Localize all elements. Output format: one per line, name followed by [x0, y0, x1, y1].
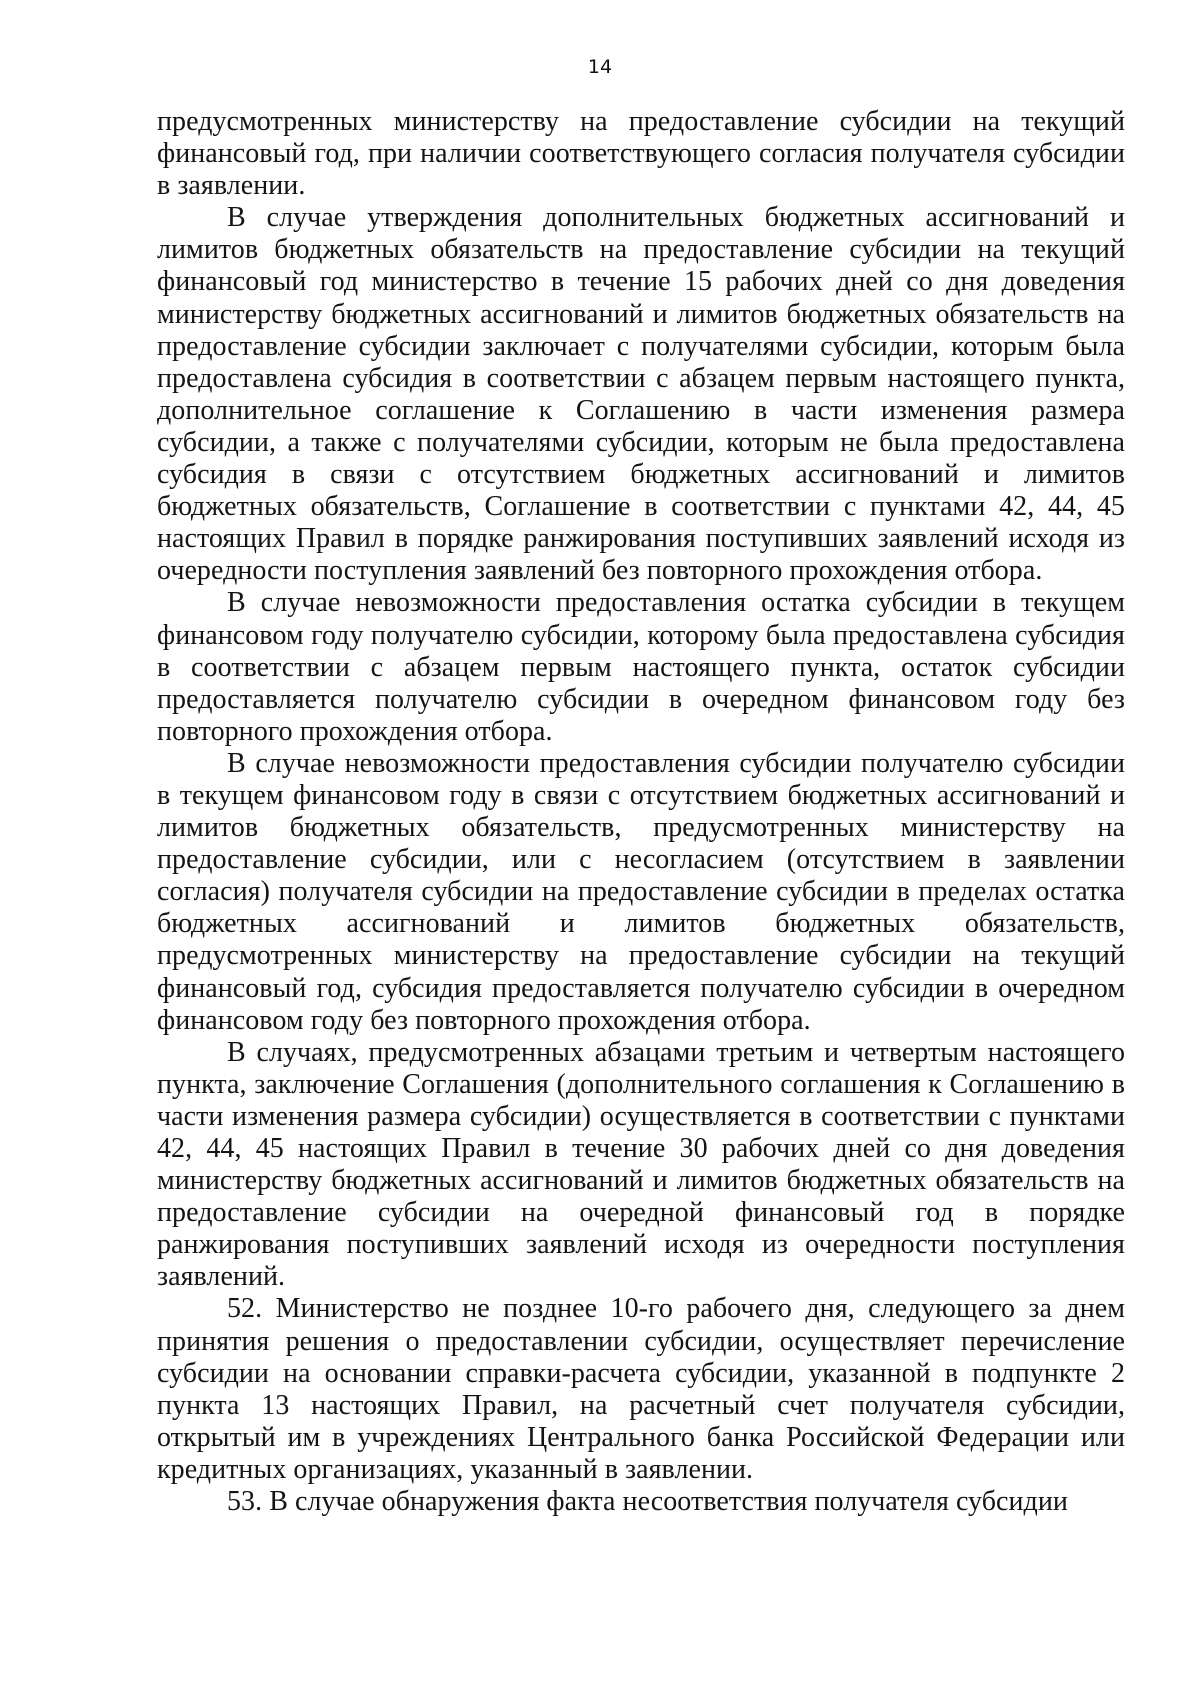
- paragraph-agreement-conclusion: В случаях, предусмотренных абзацами третьим и четвертым настоящего пункта, заключение Соглашения (дополнительного соглашения к Соглашению в части изменения размера субсидии) осуществляется в соответствии с пунктами 42, 44, 45 настоящих Правил в течение 30 рабочих дней со дня доведения министерству бюджетных ассигнований и лимитов бюджетных обязательств на предоставление субсидии на очередной финансовый год в порядке ранжирования поступивших заявлений исходя из очередности поступления заявлений.: [157, 1036, 1125, 1293]
- paragraph-impossibility-current-year: В случае невозможности предоставления субсидии получателю субсидии в текущем финансовом году в связи с отсутствием бюджетных ассигнований и лимитов бюджетных обязательств, предусмотренных министерству на предоставление субсидии, или с несогласием (отсутствием в заявлении согласия) получателя субсидии на предоставление субсидии в пределах остатка бюджетных ассигнований и лимитов бюджетных обязательств, предусмотренных министерству на предоставление субсидии на текущий финансовый год, субсидия предоставляется получателю субсидии в очередном финансовом году без повторного прохождения отбора.: [157, 747, 1125, 1036]
- page-number: 14: [587, 56, 613, 78]
- paragraph-continuation: предусмотренных министерству на предоставление субсидии на текущий финансовый год, при наличии соответствующего согласия получателя субсидии в заявлении.: [157, 106, 1125, 202]
- paragraph-additional-allocations: В случае утверждения дополнительных бюджетных ассигнований и лимитов бюджетных обязательств на предоставление субсидии на текущий финансовый год министерство в течение 15 рабочих дней со дня доведения министерству бюджетных ассигнований и лимитов бюджетных обязательств на предоставление субсидии заключает с получателями субсидии, которым была предоставлена субсидия в соответствии с абзацем первым настоящего пункта, дополнительное соглашение к Соглашению в части изменения размера субсидии, а также с получателями субсидии, которым не была предоставлена субсидия в связи с отсутствием бюджетных ассигнований и лимитов бюджетных обязательств, Соглашение в соответствии с пунктами 42, 44, 45 настоящих Правил в порядке ранжирования поступивших заявлений исходя из очередности поступления заявлений без повторного прохождения отбора.: [157, 202, 1125, 587]
- paragraph-item-52: 52. Министерство не позднее 10-го рабочего дня, следующего за днем принятия решения о предоставлении субсидии, осуществляет перечисление субсидии на основании справки-расчета субсидии, указанной в подпункте 2 пункта 13 настоящих Правил, на расчетный счет получателя субсидии, открытый им в учреждениях Центрального банка Российской Федерации или кредитных организациях, указанный в заявлении.: [157, 1293, 1125, 1485]
- paragraph-remaining-subsidy: В случае невозможности предоставления остатка субсидии в текущем финансовом году получателю субсидии, которому была предоставлена субсидия в соответствии с абзацем первым настоящего пункта, остаток субсидии предоставляется получателю субсидии в очередном финансовом году без повторного прохождения отбора.: [157, 587, 1125, 747]
- document-body: [157, 106, 1125, 1518]
- paragraph-item-53: 53. В случае обнаружения факта несоответствия получателя субсидии: [227, 1486, 1068, 1518]
